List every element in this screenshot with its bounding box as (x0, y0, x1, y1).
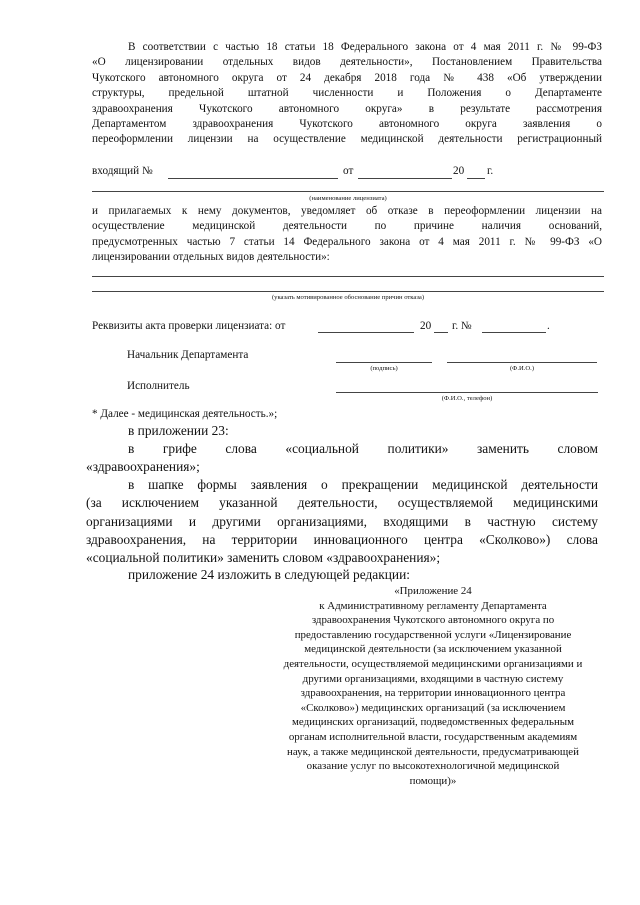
appendix-line: другими организациями, входящими в частную систему (302, 672, 564, 685)
notice-line: и прилагаемых к нему документов, уведомляет об отказе в переоформлении лицензии на (92, 205, 602, 217)
appendix-24-heading: приложение 24 изложить в следующей редакции: (128, 567, 410, 582)
appendix-line: «Сколково») медицинских организаций (за исключением (300, 701, 566, 714)
from-date-blank (358, 178, 452, 179)
amendment-line: в шапке формы заявления о прекращении медицинской деятельности (128, 477, 598, 492)
amendment-item-2 (86, 476, 598, 567)
appendix-line: к Административному регламенту Департамента (319, 599, 547, 612)
notice-line: переоформлении лицензии на осуществление медицинской деятельности регистрационный (92, 133, 602, 146)
signature-caption: (подпись) (370, 365, 398, 372)
appendix-line: медицинской деятельности (за исключением указанной (304, 643, 562, 656)
inspection-number-label: г. № (452, 320, 472, 332)
inspection-end: . (547, 320, 550, 332)
amendment-line: здравоохранения, на территории инновационного центра «Сколково») слова (86, 531, 598, 547)
reason-line-2 (92, 291, 604, 292)
notice-line: здравоохранения Чукотского автономного округа» в результате рассмотрения (92, 102, 602, 115)
licensee-caption: (наименование лицензиата) (309, 195, 387, 202)
executor-blank (336, 392, 598, 393)
year-prefix: 20 (453, 165, 465, 177)
notice-line: Департаментом здравоохранения Чукотского автономного округа заявления о (92, 118, 602, 131)
executor-caption: (Ф.И.О., телефон) (441, 395, 493, 402)
amendment-line: «здравоохранения»; (86, 459, 200, 475)
fio-blank (447, 362, 597, 363)
incoming-number-blank (168, 178, 338, 179)
appendix-line: «Приложение 24 (394, 585, 472, 597)
notice-line: «О лицензировании отдельных видов деятельности», Постановлением Правительства (92, 56, 602, 69)
inspection-date-blank (318, 332, 414, 333)
appendix-line: здравоохранения Чукотского автономного округа по (311, 614, 555, 627)
amendment-line: в грифе слова «социальной политики» заменить словом (128, 441, 598, 456)
fio-caption: (Ф.И.О.) (509, 365, 535, 372)
notice-line: Чукотского автономного округа от 24 декабря 2018 года № 438 «Об утверждении (92, 71, 602, 84)
year-blank (467, 178, 485, 179)
appendix-line: оказание услуг по высокотехнологичной медицинской (306, 760, 560, 773)
footnote: * Далее - медицинская деятельность.»; (92, 408, 278, 420)
signature-blank (336, 362, 432, 363)
notice-paragraph (92, 40, 602, 148)
amendment-line: (за исключением указанной деятельности, осуществляемой медицинскими (86, 495, 598, 511)
appendix-line: предоставлению государственной услуги «Лицензирование (294, 628, 572, 641)
reason-caption: (указать мотивированное обоснование причин отказа) (271, 294, 425, 301)
appendix-23-heading: в приложении 23: (128, 423, 229, 438)
appendix-line: медицинских организаций, подведомственных федеральным (292, 716, 574, 729)
from-label: от (343, 165, 354, 177)
notice-paragraph-2 (92, 204, 602, 266)
incoming-number-label: входящий № (92, 165, 153, 177)
executor-label: Исполнитель (127, 380, 190, 392)
year-suffix: г. (487, 165, 494, 177)
notice-line: структуры, предельной штатной численности и Положения о Департаменте (92, 87, 602, 100)
licensee-name-line (92, 191, 604, 192)
notice-line: В соответствии с частью 18 статьи 18 Федерального закона от 4 мая 2011 г. № 99-ФЗ (128, 41, 602, 53)
inspection-label: Реквизиты акта проверки лицензиата: от (92, 320, 286, 332)
appendix-line: здравоохранения, на территории инновационного центра (300, 687, 566, 700)
reason-line-1 (92, 276, 604, 277)
appendix-line: помощи)» (409, 774, 457, 787)
appendix-24-block (238, 584, 628, 788)
notice-line: предусмотренных частью 7 статьи 14 Федерального закона от 4 мая 2011 г. № 99-ФЗ «О (92, 235, 602, 248)
inspection-number-blank (482, 332, 546, 333)
notice-line: осуществление медицинской деятельности по причине наличия оснований, (92, 220, 602, 233)
head-label: Начальник Департамента (127, 349, 249, 361)
amendment-line: организациями и другими организациями, входящими в частную систему (86, 513, 598, 529)
amendment-line: «социальной политики» заменить словом «здравоохранения»; (86, 550, 441, 566)
appendix-line: наук, а также медицинской деятельности, предусматривающей (287, 745, 579, 758)
appendix-line: органам исполнительной власти, государственным академиям (288, 730, 578, 743)
inspection-year-blank (434, 332, 448, 333)
inspection-year: 20 (420, 320, 432, 332)
notice-line: лицензировании отдельных видов деятельности»: (92, 251, 330, 264)
amendment-item-1 (86, 440, 598, 477)
appendix-line: деятельности, осуществляемой медицинскими организациями и (283, 657, 583, 670)
